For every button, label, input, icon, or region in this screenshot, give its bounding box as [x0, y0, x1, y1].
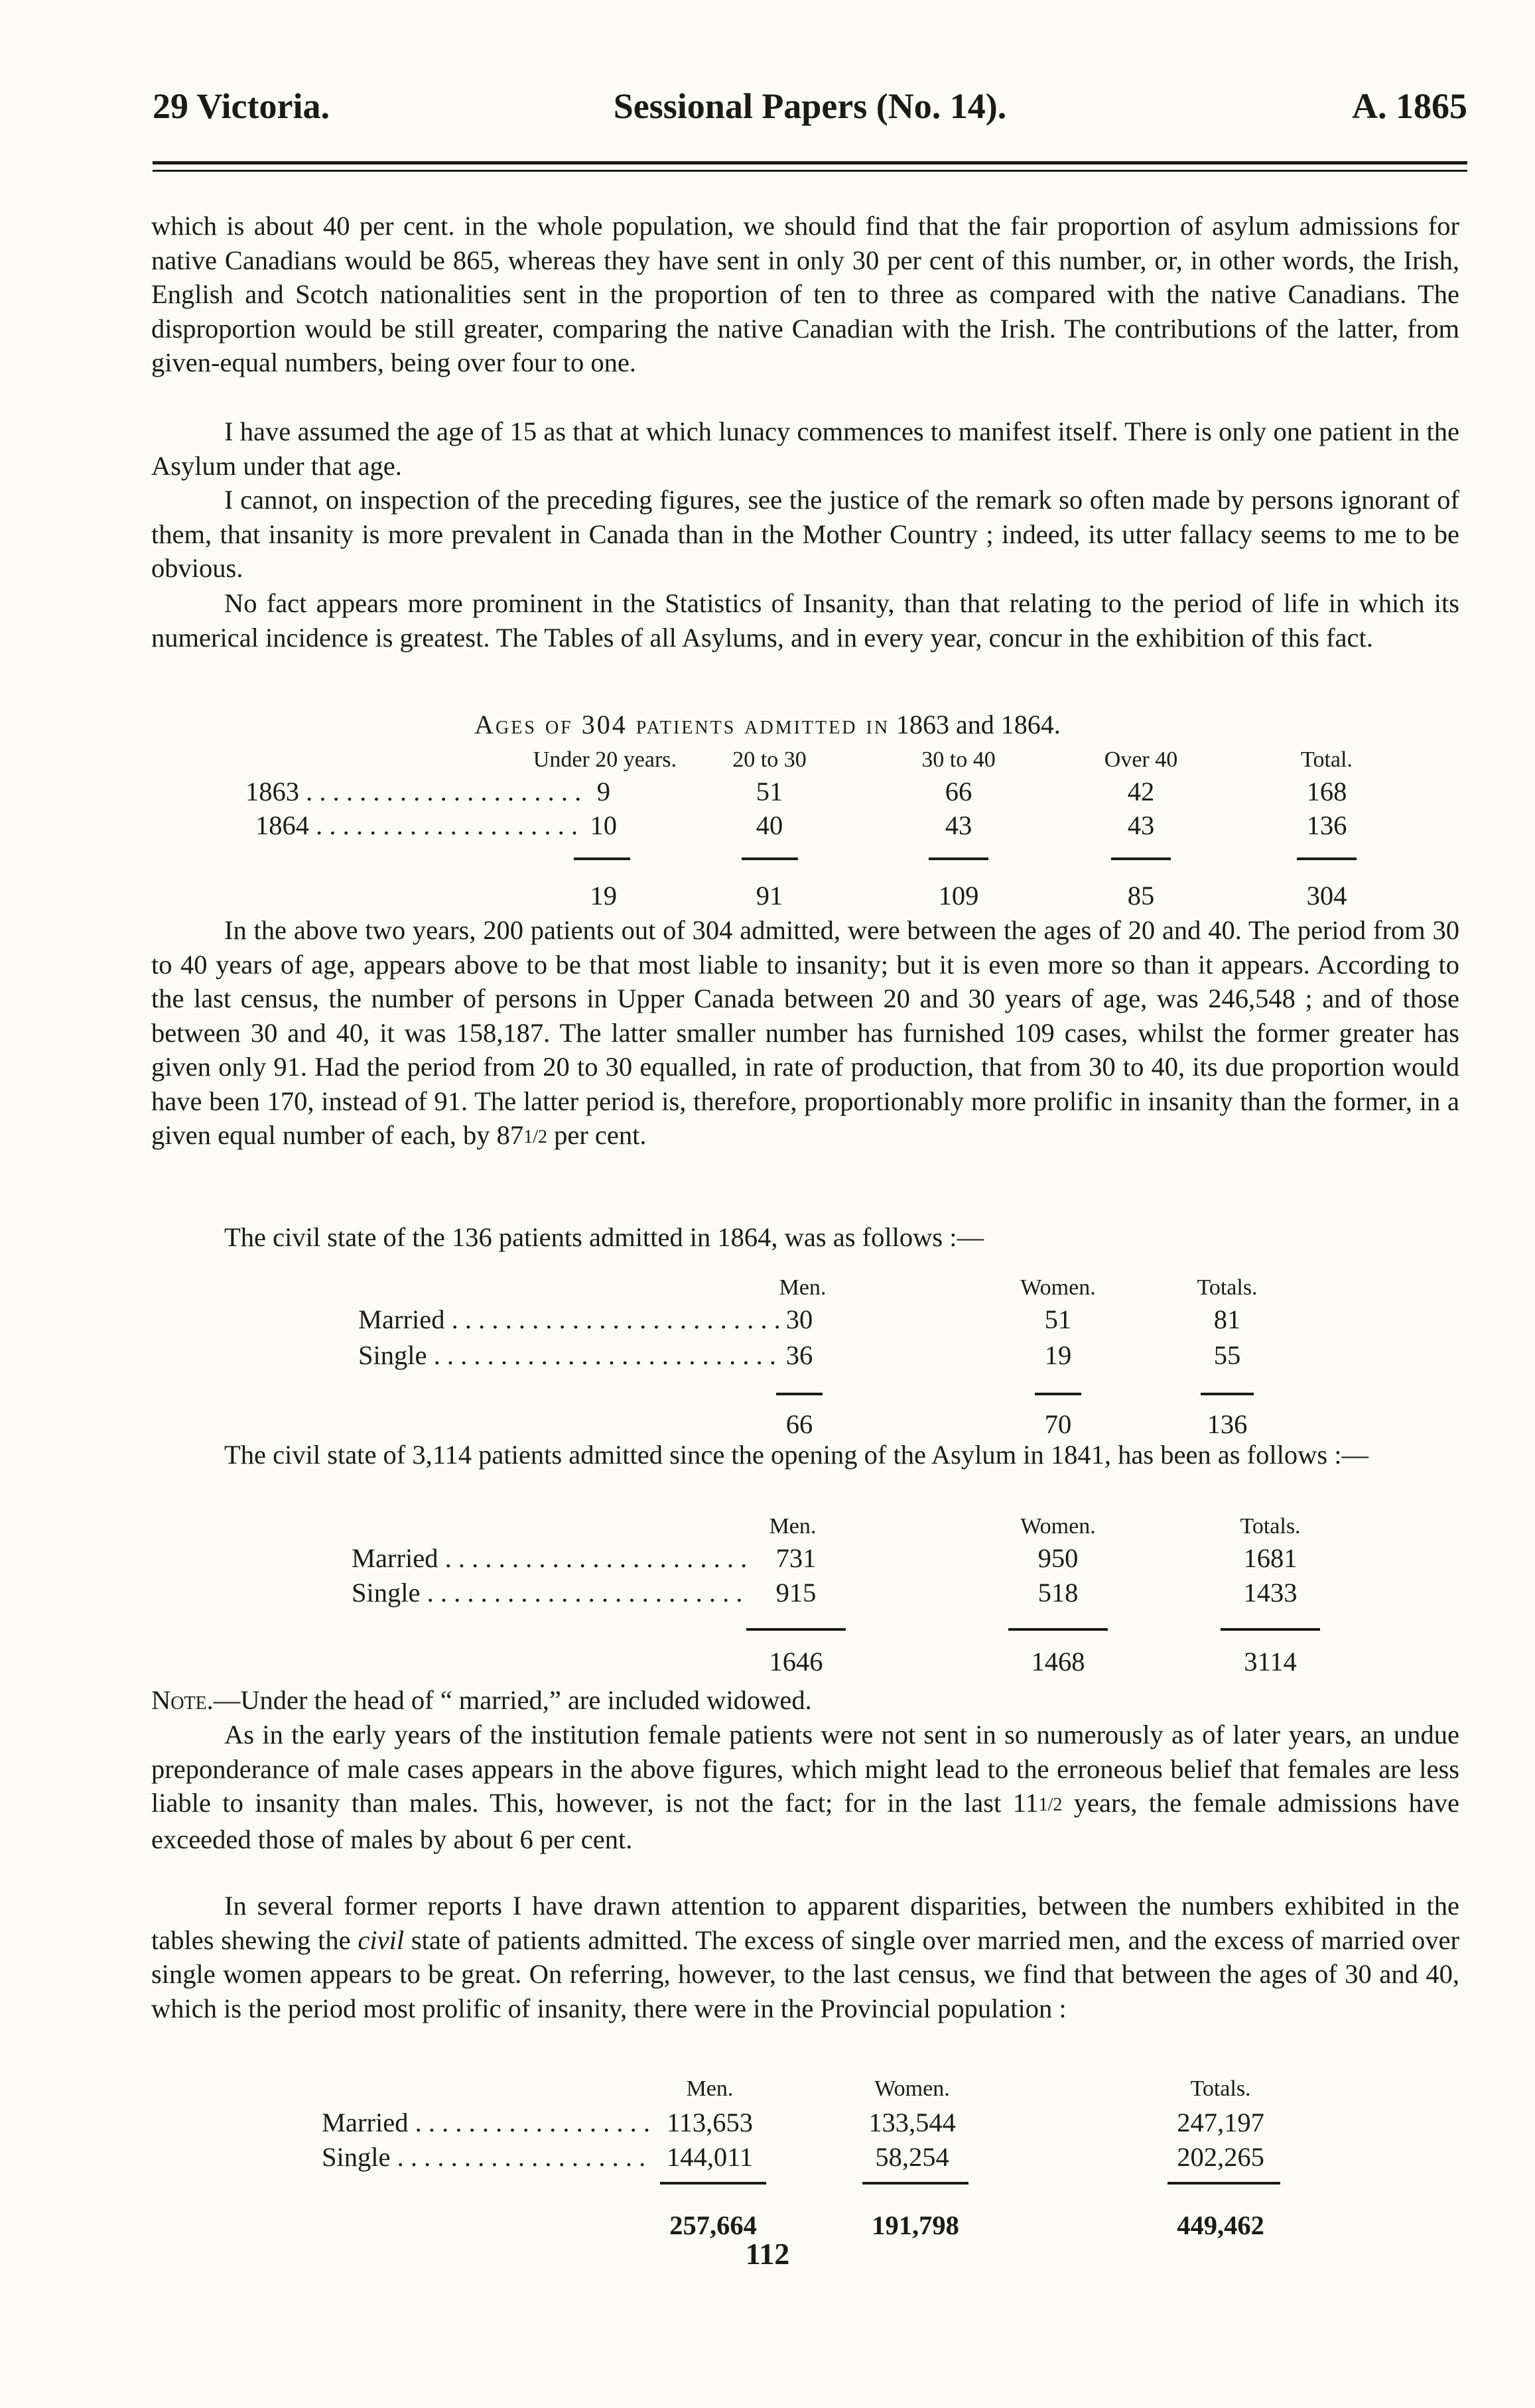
- census-single-totals: 202,265: [1177, 2142, 1264, 2172]
- census-total-totals: 449,462: [1177, 2210, 1264, 2240]
- header-year: A. 1865: [1352, 86, 1467, 126]
- civil-1841-married-men: 731: [775, 1543, 817, 1573]
- civil-1841-sum-rule: [1221, 1628, 1320, 1631]
- ages-sum-rule: [1111, 857, 1171, 860]
- paragraph-age-analysis: [151, 913, 1459, 1155]
- civil-1841-single-totals: 1433: [1243, 1578, 1298, 1608]
- paragraph-census-end: state of patients admitted. The excess of single over married men, and the excess of married over single women appears to be great. On referring, however, to the last census, we find that between the ages of 30 and 40, which is the period most prolific of insanity, there were in the Provincial population :: [151, 1925, 1459, 2023]
- civil-italic: civil: [358, 1925, 405, 1955]
- ages-total-grand: 304: [1306, 881, 1347, 911]
- census-married-men: 113,653: [666, 2108, 754, 2137]
- ages-1863-20-30: 51: [756, 777, 783, 806]
- census-sum-rule: [862, 2182, 968, 2185]
- ages-total-over-40: 85: [1127, 881, 1155, 911]
- paragraph-age-analysis-end: per cent.: [547, 1120, 647, 1150]
- civil-1864-sum-rule: [1035, 1393, 1081, 1395]
- fraction-half: 1/2: [1038, 1795, 1063, 1815]
- census-header-men: Men.: [686, 2076, 734, 2101]
- fraction-half: 1/2: [523, 1127, 547, 1147]
- civil-1864-total-men: 66: [785, 1409, 813, 1439]
- ages-1863-under-20: 9: [596, 777, 610, 806]
- ages-1864-over-40: 43: [1127, 810, 1155, 840]
- paragraph-age-15: I have assumed the age of 15 as that at which lunacy commences to manifest itself. There is only one patient in the Asylum under that age.: [151, 416, 1459, 481]
- civil-1841-header-totals: Totals.: [1240, 1514, 1301, 1539]
- civil-1864-married-men: 30: [785, 1304, 813, 1334]
- ages-sum-rule: [1297, 857, 1357, 860]
- page-number: 112: [745, 2237, 790, 2271]
- civil-1841-married-totals: 1681: [1243, 1543, 1298, 1573]
- ages-1864-under-20: 10: [590, 810, 617, 840]
- paragraph-female-admissions: [151, 1718, 1459, 1856]
- ages-1864-20-30: 40: [756, 810, 783, 840]
- census-row-single: Single . . .: [322, 2140, 653, 2175]
- ages-total-under-20: 19: [590, 881, 617, 911]
- ages-1863-30-40: 66: [945, 777, 972, 806]
- ages-total-20-30: 91: [756, 881, 783, 911]
- ages-header-30-40: 30 to 40: [921, 747, 996, 772]
- civil-1864-single-totals: 55: [1213, 1340, 1241, 1370]
- ages-1863-over-40: 42: [1127, 777, 1155, 806]
- civil-1841-header-women: Women.: [1020, 1514, 1096, 1539]
- census-married-totals: 247,197: [1177, 2108, 1264, 2137]
- civil-1864-single-men: 36: [785, 1340, 813, 1370]
- civil-1841-total-men: 1646: [769, 1647, 823, 1677]
- civil-1864-header-women: Women.: [1020, 1275, 1096, 1300]
- census-header-totals: Totals.: [1190, 2076, 1251, 2101]
- civil-1864-total-totals: 136: [1207, 1409, 1248, 1439]
- ages-header-total: Total.: [1301, 747, 1353, 772]
- paragraph-female-admissions-end: years, the female admissions have exceeded those of males by about 6 per cent.: [151, 1788, 1459, 1854]
- census-single-women: 58,254: [875, 2142, 949, 2172]
- ages-1863-total: 168: [1306, 777, 1347, 806]
- census-row-married: Married . . .: [322, 2106, 653, 2140]
- civil-1841-total-women: 1468: [1031, 1647, 1085, 1677]
- civil-1841-row-married: Married . . .: [352, 1541, 750, 1576]
- ages-1864-30-40: 43: [945, 810, 972, 840]
- ages-total-30-40: 109: [938, 881, 979, 911]
- paragraph-fallacy: I cannot, on inspection of the preceding figures, see the justice of the remark so often made by persons ignorant of them, that insanity is more prevalent in Canada than in the Mother Country ; indeed, its utter fallacy seems to me to be obvious.: [151, 485, 1459, 583]
- census-total-men: 257,664: [669, 2210, 757, 2240]
- ages-1864-total: 136: [1306, 810, 1347, 840]
- civil-1864-header-men: Men.: [779, 1275, 827, 1300]
- ages-sum-rule: [574, 857, 630, 860]
- paragraph-female-admissions-text: As in the early years of the institution female patients were not sent in so numerously as of later years, an undue preponderance of male cases appears in the above figures, which might lead to the erroneous belief that females are less liable to insanity than males. This, however, is not the fact; for in the last 11: [151, 1720, 1459, 1818]
- ages-sum-rule: [742, 857, 798, 860]
- ages-sum-rule: [929, 857, 988, 860]
- ages-row-label-1864: 1864 . . .: [255, 808, 580, 843]
- header-title: Sessional Papers (No. 14).: [613, 86, 1007, 126]
- civil-1841-sum-rule: [746, 1628, 846, 1631]
- census-header-women: Women.: [874, 2076, 950, 2101]
- census-married-women: 133,544: [868, 2108, 956, 2137]
- civil-1864-row-single: Single . . .: [358, 1338, 783, 1373]
- civil-1864-sum-rule: [776, 1393, 823, 1395]
- civil-1841-single-women: 518: [1037, 1578, 1079, 1608]
- header-session: 29 Victoria.: [153, 86, 330, 126]
- census-total-women: 191,798: [872, 2210, 959, 2240]
- civil-1864-married-totals: 81: [1213, 1304, 1241, 1334]
- paragraph-statistics: No fact appears more prominent in the Statistics of Insanity, than that relating to the period of life in which its numerical incidence is greatest. The Tables of all Asylums, and in every year, concur in the exhibition of this fact.: [151, 588, 1459, 653]
- civil-1841-row-single: Single . . .: [352, 1576, 750, 1610]
- civil-1864-married-women: 51: [1044, 1304, 1072, 1334]
- page-header: [153, 76, 1467, 136]
- paragraph-census-disparities: [151, 1889, 1459, 2025]
- ages-caption-text: Ages of 304 patients admitted in: [474, 710, 890, 739]
- note-text: —Under the head of “ married,” are included widowed.: [213, 1685, 812, 1715]
- civil-1841-single-men: 915: [775, 1578, 817, 1608]
- paragraph-proportions: which is about 40 per cent. in the whole population, we should find that the fair proportion of asylum admissions for native Canadians would be 865, whereas they have sent in only 30 per cent of this number, or, in other words, the Irish, English and Scotch nationalities sent in the proportion of ten to three as compared with the native Canadians. The disproportion would be still greater, comparing the native Canadian with the Irish. The contributions of the latter, from given-equal numbers, being over four to one.: [151, 211, 1459, 377]
- civil-1864-total-women: 70: [1044, 1409, 1072, 1439]
- civil-1841-header-men: Men.: [769, 1514, 817, 1539]
- ages-header-over-40: Over 40: [1104, 747, 1178, 772]
- census-sum-rule: [660, 2182, 766, 2185]
- ages-table-caption: [0, 708, 1535, 741]
- ages-header-under-20: Under 20 years.: [533, 747, 677, 772]
- ages-row-label-1863: 1863 . . .: [245, 775, 587, 809]
- ages-caption-years: 1863 and 1864.: [896, 710, 1061, 739]
- civil-1864-header-totals: Totals.: [1197, 1275, 1258, 1300]
- paragraph-civil-1864: The civil state of the 136 patients admitted in 1864, was as follows :—: [224, 1222, 984, 1252]
- civil-1864-row-married: Married . . .: [358, 1302, 783, 1337]
- header-rule-bottom: [153, 170, 1467, 172]
- header-rule-top: [153, 161, 1467, 164]
- paragraph-civil-since-1841: The civil state of 3,114 patients admitted since the opening of the Asylum in 1841, has been as follows :—: [224, 1440, 1369, 1470]
- ages-header-20-30: 20 to 30: [732, 747, 807, 772]
- civil-1841-total-totals: 3114: [1244, 1647, 1297, 1677]
- civil-1864-single-women: 19: [1044, 1340, 1072, 1370]
- civil-1841-married-women: 950: [1037, 1543, 1079, 1573]
- civil-1864-sum-rule: [1201, 1393, 1254, 1395]
- paragraph-age-analysis-text: In the above two years, 200 patients out of 304 admitted, were between the ages of 20 and 40. The period from 30 to 40 years of age, appears above to be that most liable to insanity; but it is even more so than it appears. According to the last census, the number of persons in Upper Canada between 20 and 30 years of age, was 246,548 ; and of those between 30 and 40, it was 158,187. The latter smaller number has furnished 109 cases, whilst the former greater has given only 91. Had the period from 20 to 30 equalled, in rate of production, that from 30 to 40, its due proportion would have been 170, instead of 91. The latter period is, therefore, proportionably more prolific in insanity than the former, in a given equal number of each, by 87: [151, 915, 1459, 1150]
- note-widowed: [151, 1683, 1459, 1718]
- paragraph-census-text: In several former reports I have drawn attention to apparent disparities, between the numbers exhibited in the tables shewing the: [151, 1891, 1459, 1955]
- census-sum-rule: [1168, 2182, 1280, 2185]
- civil-1841-sum-rule: [1008, 1628, 1108, 1631]
- note-label: Note.: [151, 1685, 214, 1715]
- census-single-men: 144,011: [666, 2142, 754, 2172]
